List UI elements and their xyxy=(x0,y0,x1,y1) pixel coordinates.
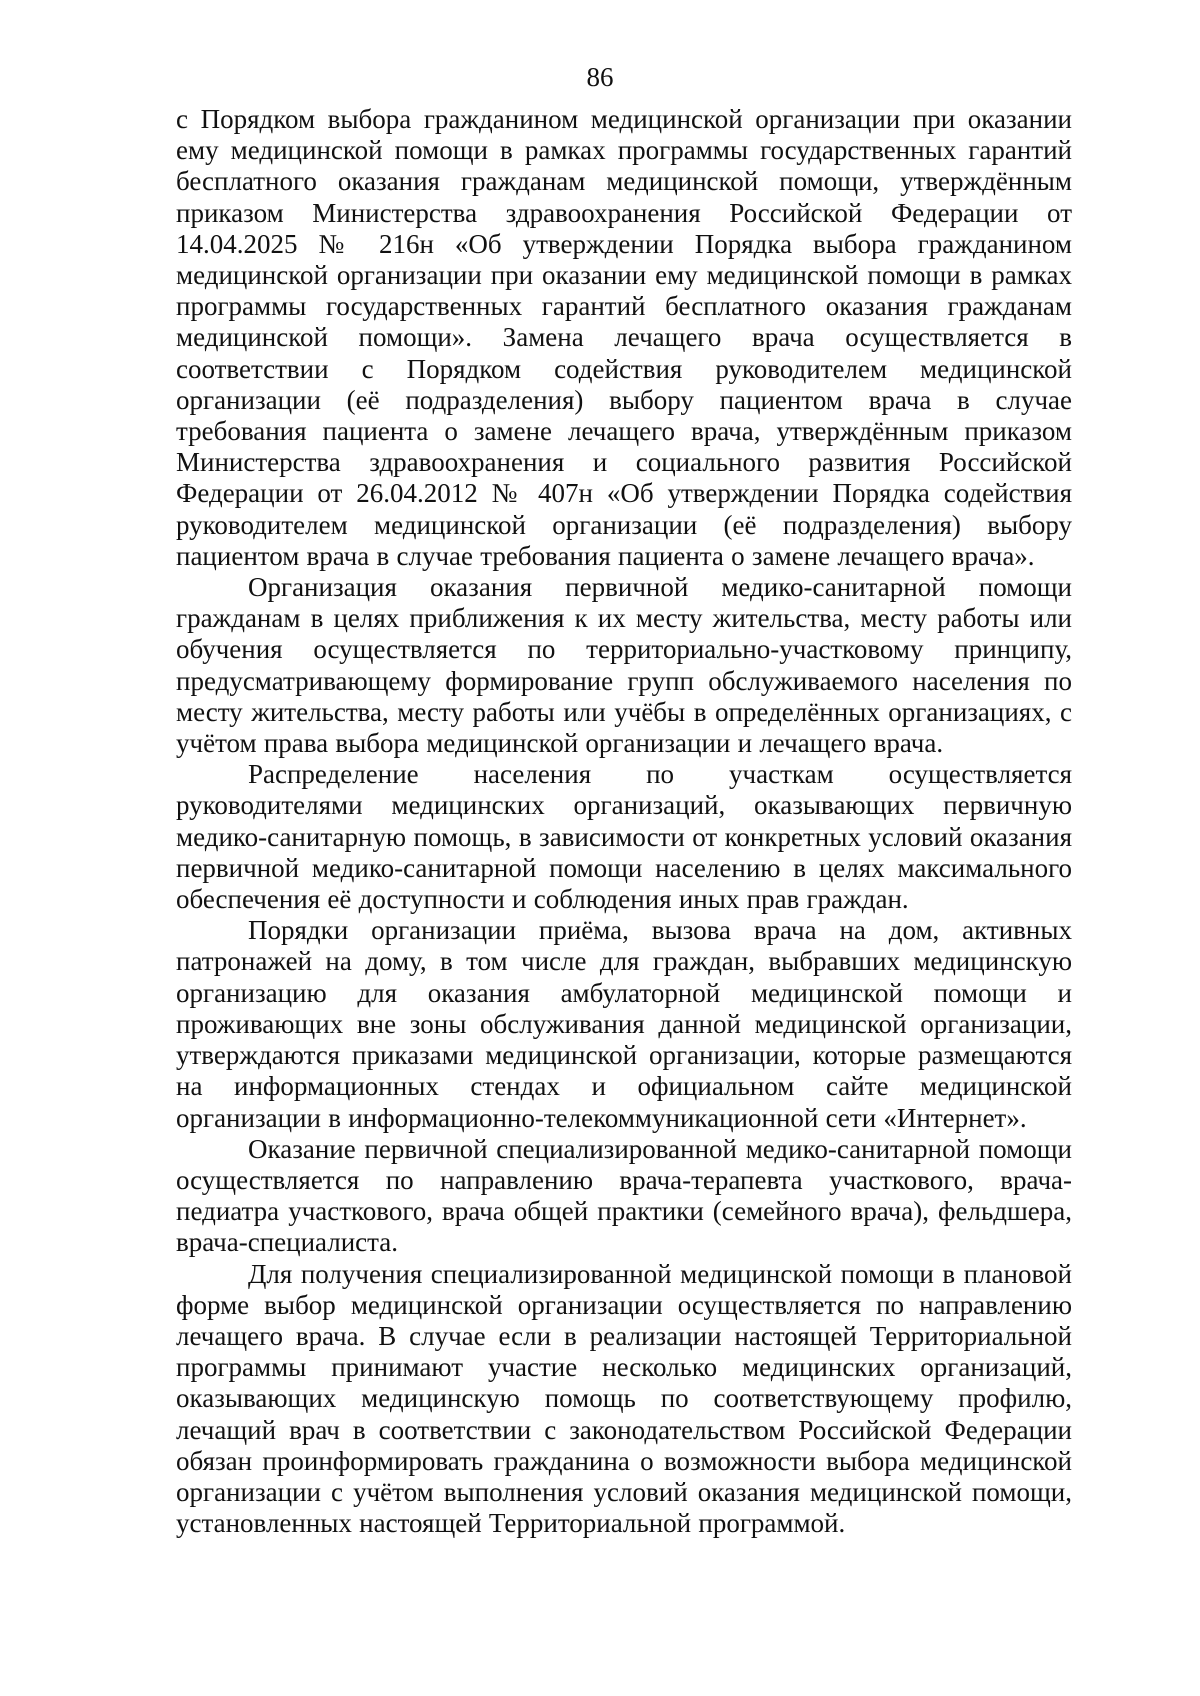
paragraph-specialized-care-choice: Для получения специализированной медицинской помощи в плановой форме выбор медицинской организации осуществляется по направлению лечащего врача. В случае если в реализации настоящей Территориальной программы принимают участие несколько медицинских организаций, оказывающих медицинскую помощь по соответствующему профилю, лечащий врач в соответствии с законодательством Российской Федерации обязан проинформировать гражданина о возможности выбора медицинской организации с учётом выполнения условий оказания медицинской помощи, установленных настоящей Территориальной программой. xyxy=(176,1258,1072,1539)
paragraph-continuation: с Порядком выбора гражданином медицинской организации при оказании ему медицинской помощи в рамках программы государственных гарантий бесплатного оказания гражданам медицинской помощи, утверждённым приказом Министерства здравоохранения Российской Федерации от 14.04.2025 № 216н «Об утверждении Порядка выбора гражданином медицинской организации при оказании ему медицинской помощи в рамках программы государственных гарантий бесплатного оказания гражданам медицинской помощи». Замена лечащего врача осуществляется в соответствии с Порядком содействия руководителем медицинской организации (её подразделения) выбору пациентом врача в случае требования пациента о замене лечащего врача, утверждённым приказом Министерства здравоохранения и социального развития Российской Федерации от 26.04.2012 № 407н «Об утверждении Порядка содействия руководителем медицинской организации (её подразделения) выбору пациентом врача в случае требования пациента о замене лечащего врача». xyxy=(176,104,1072,571)
document-body xyxy=(176,104,1072,1539)
paragraph-admission-procedures: Порядки организации приёма, вызова врача на дом, активных патронажей на дому, в том числе для граждан, выбравших медицинскую организацию для оказания амбулаторной медицинской помощи и проживающих вне зоны обслуживания данной медицинской организации, утверждаются приказами медицинской организации, которые размещаются на информационных стендах и официальном сайте медицинской организации в информационно-телекоммуникационной сети «Интернет». xyxy=(176,915,1072,1133)
paragraph-primary-care-organization: Организация оказания первичной медико-санитарной помощи гражданам в целях приближения к их месту жительства, месту работы или обучения осуществляется по территориально-участковому принципу, предусматривающему формирование групп обслуживаемого населения по месту жительства, месту работы или учёбы в определённых организациях, с учётом права выбора медицинской организации и лечащего врача. xyxy=(176,572,1072,759)
paragraph-population-distribution: Распределение населения по участкам осуществляется руководителями медицинских организаций, оказывающих первичную медико-санитарную помощь, в зависимости от конкретных условий оказания первичной медико-санитарной помощи населению в целях максимального обеспечения её доступности и соблюдения иных прав граждан. xyxy=(176,759,1072,915)
page-number: 86 xyxy=(586,62,614,92)
paragraph-specialized-primary-care: Оказание первичной специализированной медико-санитарной помощи осуществляется по направлению врача-терапевта участкового, врача-педиатра участкового, врача общей практики (семейного врача), фельдшера, врача-специалиста. xyxy=(176,1133,1072,1258)
